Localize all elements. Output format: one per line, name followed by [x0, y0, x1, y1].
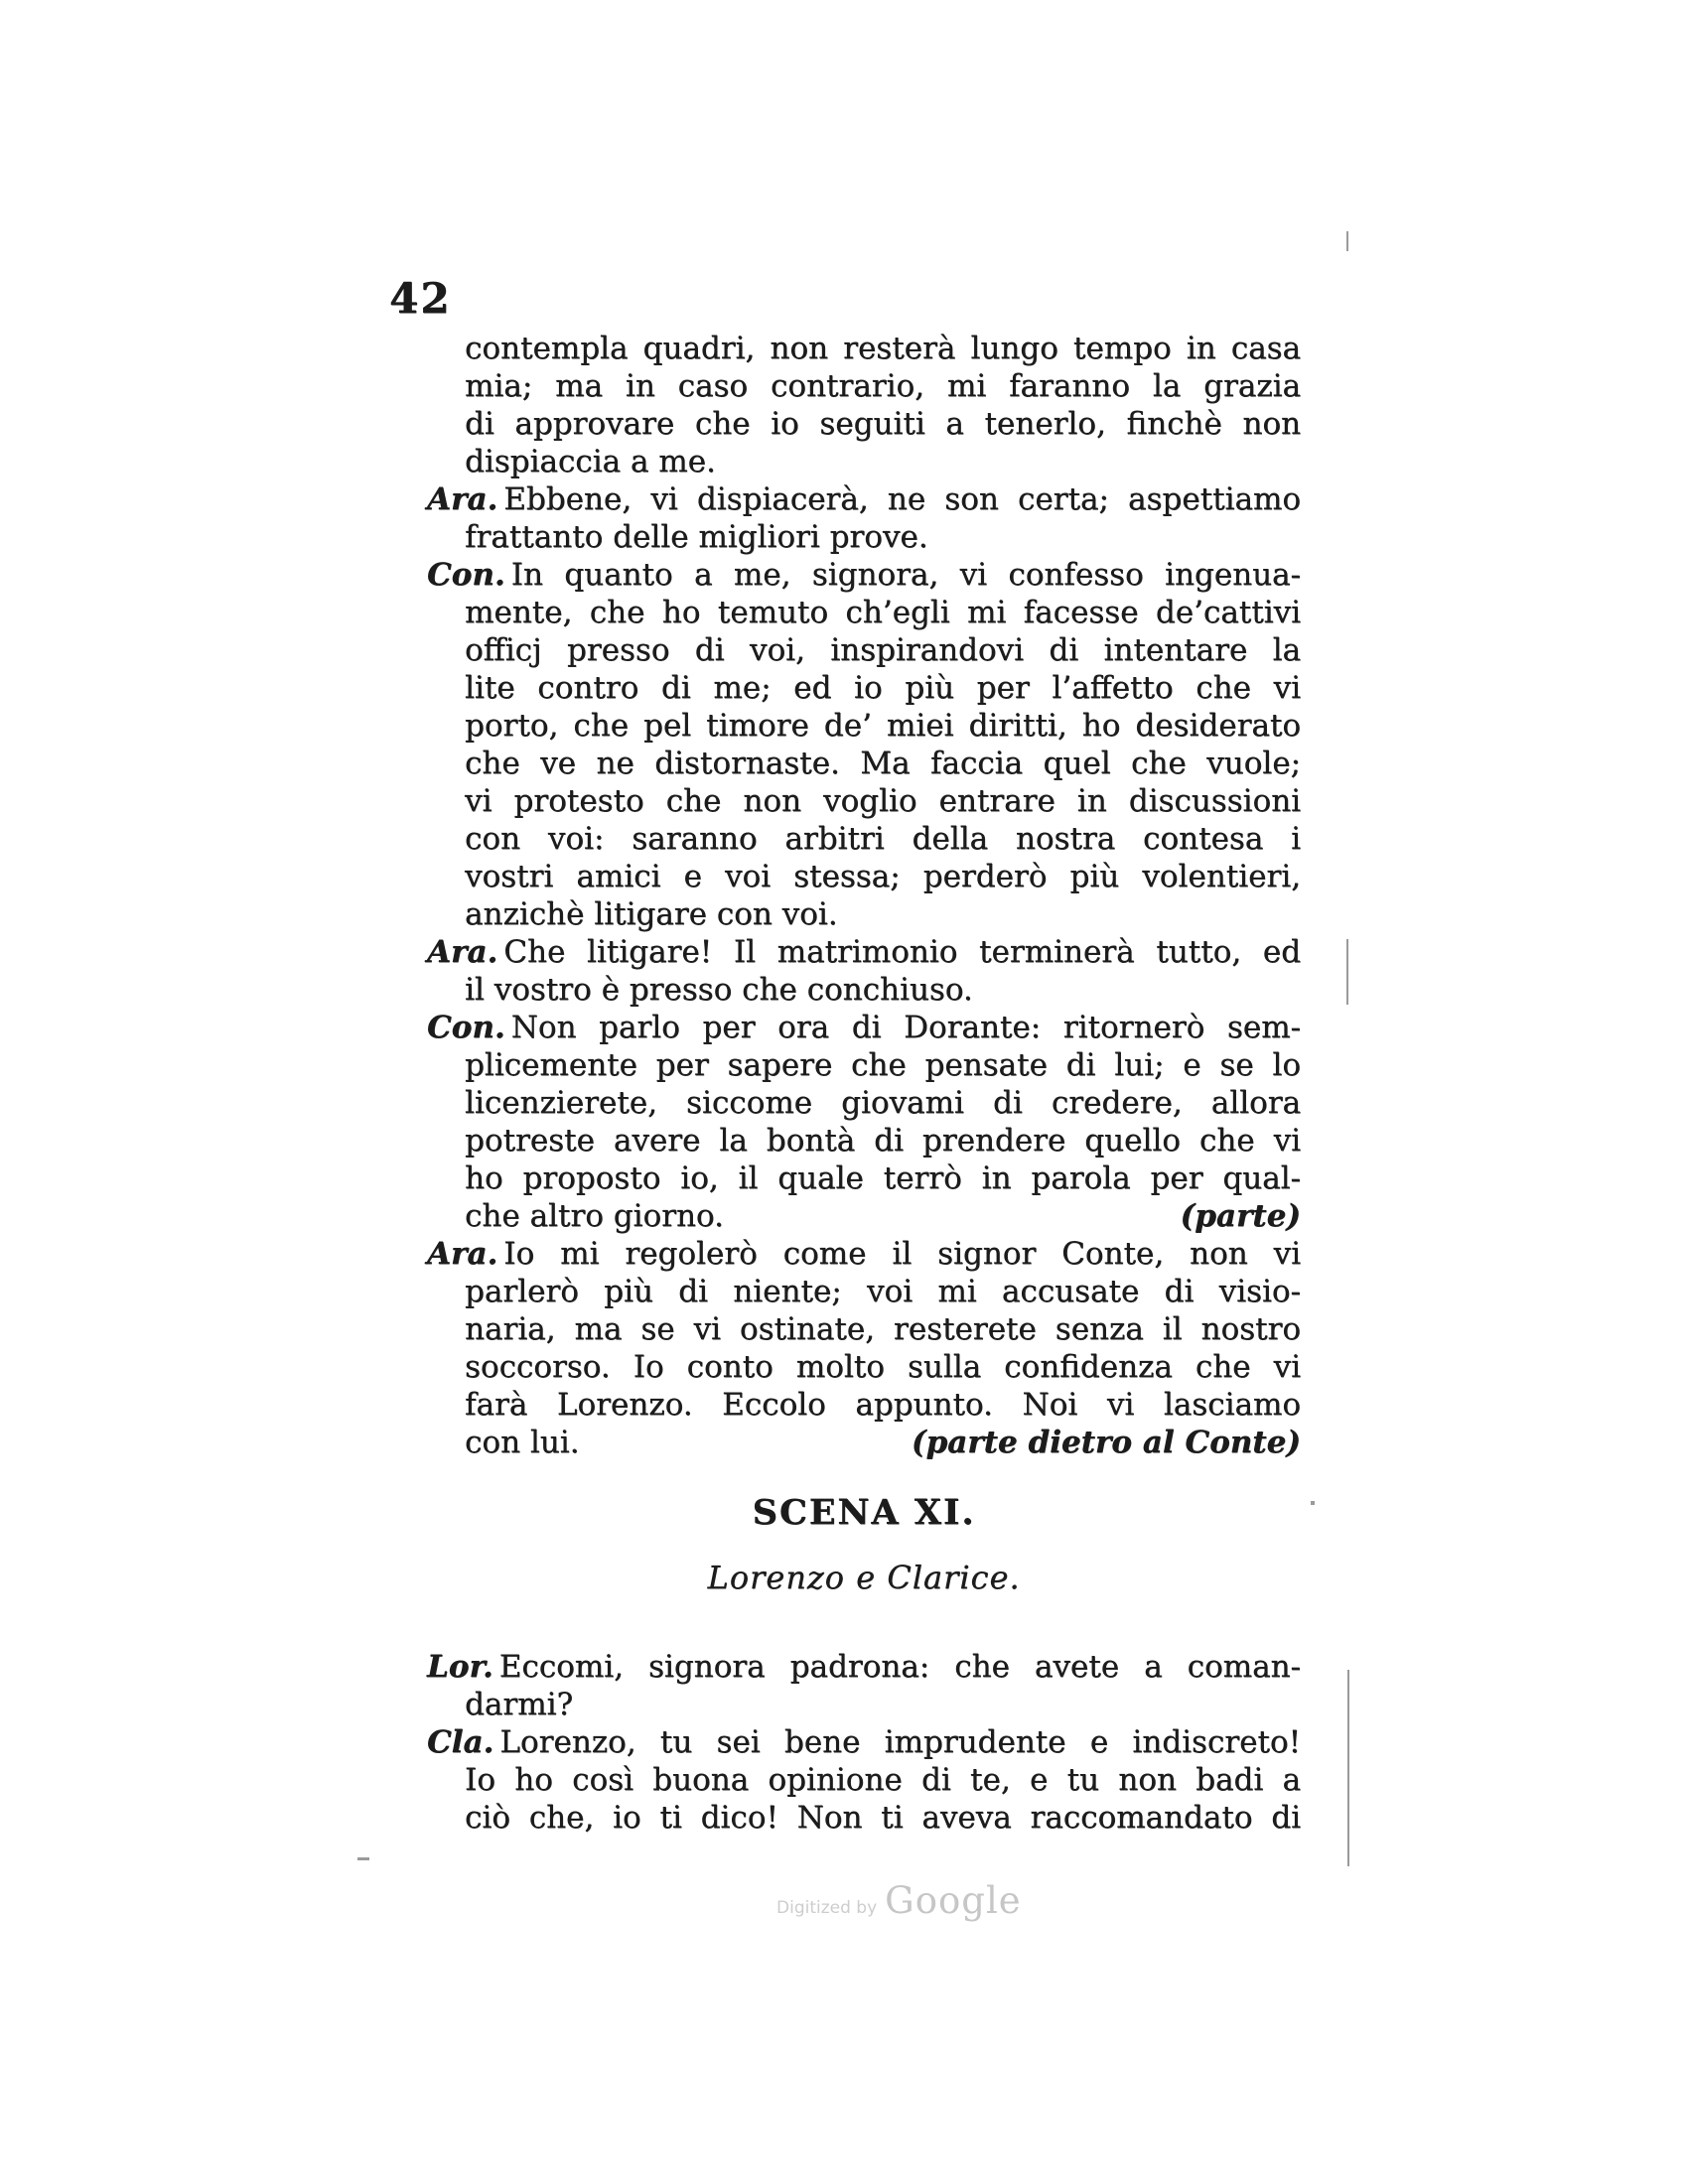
text-line: Con. In quanto a me, signora, vi confesso ingenua- [427, 557, 1301, 593]
text-line: dispiaccia a me. [465, 444, 716, 479]
stage-direction: (parte dietro al Conte) [911, 1425, 1301, 1460]
text-line: lite contro di me; ed io più per l’affetto che vi [465, 670, 1301, 706]
text-line: plicemente per sapere che pensate di lui; e se lo [465, 1047, 1301, 1083]
text-line: officj presso di voi, inspirandovi di intentare la [465, 632, 1301, 668]
text-line: Ara. Io mi regolerò come il signor Conte, non vi [427, 1236, 1301, 1272]
speaker-label: Ara. [427, 481, 498, 517]
text-line: mente, che ho temuto ch’egli mi facesse de’cattivi [465, 595, 1301, 630]
text-line: potreste avere la bontà di prendere quello che vi [465, 1123, 1301, 1159]
text-line: contempla quadri, non resterà lungo tempo in casa [465, 331, 1301, 366]
speaker-label: Cla. [427, 1724, 494, 1760]
google-watermark [776, 1879, 1022, 1922]
text-line: ho proposto io, il quale terrò in parola per qual- [465, 1160, 1301, 1196]
speaker-label: Con. [427, 557, 505, 593]
page-number: 42 [389, 274, 452, 323]
text-line: soccorso. Io conto molto sulla confidenza che vi [465, 1349, 1301, 1385]
text-line: ciò che, io ti dico! Non ti aveva raccomandato di [465, 1800, 1301, 1836]
text-line: Con. Non parlo per ora di Dorante: ritornerò sem- [427, 1010, 1301, 1045]
scan-artifact [1311, 1501, 1315, 1505]
text-line: di approvare che io seguiti a tenerlo, finchè non [465, 406, 1301, 442]
text-line: parlerò più di niente; voi mi accusate di visio- [465, 1274, 1301, 1309]
text-line: Lor. Eccomi, signora padrona: che avete a coman- [427, 1649, 1301, 1685]
digitized-by-text: Digitized by [776, 1898, 878, 1918]
text-line: frattanto delle migliori prove. [465, 519, 928, 555]
text-line: farà Lorenzo. Eccolo appunto. Noi vi lasciamo [465, 1387, 1301, 1423]
text-line: che altro giorno. (parte) [465, 1198, 1301, 1234]
text-line: licenzierete, siccome giovami di credere, allora [465, 1085, 1301, 1121]
scene-characters: Lorenzo e Clarice. [707, 1559, 1021, 1596]
text-line: darmi? [465, 1687, 574, 1722]
google-logo: Google [885, 1879, 1022, 1922]
text-line: Ara. Ebbene, vi dispiacerà, ne son certa; aspettiamo [427, 481, 1301, 517]
speaker-label: Ara. [427, 1236, 498, 1272]
text-line: vi protesto che non voglio entrare in discussioni [465, 783, 1301, 819]
text-line: mia; ma in caso contrario, mi faranno la grazia [465, 368, 1301, 404]
stage-direction: (parte) [1180, 1198, 1301, 1234]
dialogue-block-top [427, 330, 1301, 1461]
text-line: naria, ma se vi ostinate, resterete senza il nostro [465, 1311, 1301, 1347]
scan-artifact [1346, 939, 1348, 1005]
text-line: Cla. Lorenzo, tu sei bene imprudente e indiscreto! [427, 1724, 1301, 1760]
scan-artifact [1347, 1670, 1349, 1866]
scan-artifact [1346, 231, 1348, 251]
text-line: Ara. Che litigare! Il matrimonio terminerà tutto, ed [427, 934, 1301, 970]
speaker-label: Lor. [427, 1649, 493, 1685]
text-line: il vostro è presso che conchiuso. [465, 972, 973, 1008]
text-line: Io ho così buona opinione di te, e tu non badi a [465, 1762, 1301, 1798]
text-line: anzichè litigare con voi. [465, 896, 838, 932]
text-line: porto, che pel timore de’ miei diritti, ho desiderato [465, 708, 1301, 744]
speaker-label: Ara. [427, 934, 498, 970]
text-line: con voi: saranno arbitri della nostra contesa i [465, 821, 1301, 857]
dialogue-block-scene [427, 1648, 1301, 1837]
speaker-label: Con. [427, 1010, 505, 1045]
text-block [427, 330, 1301, 1837]
text-line: che ve ne distornaste. Ma faccia quel che vuole; [465, 746, 1301, 781]
scene-heading: SCENA XI. [752, 1492, 976, 1533]
scan-artifact [357, 1857, 369, 1860]
text-line: vostri amici e voi stessa; perderò più volentieri, [465, 859, 1301, 894]
text-line: con lui. (parte dietro al Conte) [465, 1425, 1301, 1460]
